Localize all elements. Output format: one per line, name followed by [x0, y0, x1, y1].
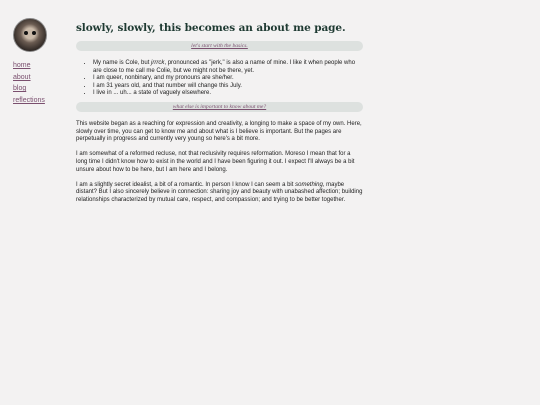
list-item-text: , pronounced as "jerk," is also a name of mine. I like it when people who are close to me call me Colie, but we might not be there, yet.: [93, 60, 356, 74]
basics-list: [76, 60, 363, 98]
section-heading-important: [76, 102, 363, 112]
section-heading-basics: [76, 41, 363, 51]
list-item: • I am queer, nonbinary, and my pronouns are she/her.: [93, 75, 363, 83]
sidebar: [13, 18, 63, 106]
list-item: [93, 60, 363, 75]
main-content: [76, 22, 363, 212]
list-item: • I live in ... uh... a state of vaguely elsewhere.: [93, 90, 363, 98]
paragraph: This website began as a reaching for expression and creativity, a longing to make a space of my own. Here, slowly over time, you can get to know me and about what is I believe is important. But the pages are perpetually in progress and currently very young so here's a bit more.: [76, 120, 362, 143]
paragraph-text: , maybe distant? But I also sincerely believe in connection: sharing joy and beauty with unabashed affection; building relationships characterized by mutual care, respect, and compassion; and trying to be better together.: [76, 181, 363, 203]
section-heading-basics-text[interactable]: let's start with the basics.: [191, 43, 248, 49]
list-item-emphasis: jrrrck: [151, 60, 165, 66]
nav-link-blog[interactable]: blog: [13, 85, 27, 92]
paragraph-text: I am a slightly secret idealist, a bit of a romantic. In person I know I can seem a bit: [76, 181, 296, 188]
nav-link-reflections[interactable]: reflections: [13, 96, 45, 104]
page-title: slowly, slowly, this becomes an about me page.: [76, 22, 346, 34]
avatar: [13, 18, 47, 52]
paragraph: [76, 182, 363, 205]
nav-menu: [13, 60, 63, 106]
section-heading-important-text[interactable]: what else is important to know about me?: [172, 103, 267, 110]
list-item-text: My name is Cole, but: [93, 60, 152, 66]
nav-link-home[interactable]: home: [13, 62, 31, 69]
list-item: • I am 31 years old, and that number will change this July.: [93, 83, 363, 91]
paragraph: I am somewhat of a reformed recluse, not that reclusivity requires reformation. Moreso I mean that for a long time I didn't know how to exist in the world and I have been figuring it out. I expect I'll always be a bit unsure about how to be here, but I am here and I belong.: [76, 151, 355, 173]
paragraph-emphasis: something: [295, 181, 323, 188]
nav-link-about[interactable]: about: [13, 73, 31, 81]
